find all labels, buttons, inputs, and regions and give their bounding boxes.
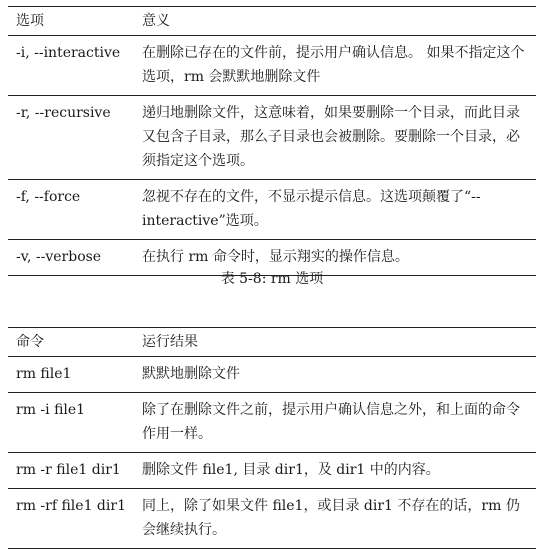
column-header-meaning: 意义 [142,13,170,29]
result-cell: 除了在删除文件之前，提示用户确认信息之外，和上面的命令作用一样。 [142,402,520,442]
column-header-option: 选项 [16,13,44,29]
table-row [8,489,536,549]
option-cell: -r, --recursive [16,105,111,121]
rm-options-table [8,6,536,276]
option-cell: -i, --interactive [16,45,121,61]
table-row [8,180,536,240]
table-row [8,96,536,180]
option-cell: -f, --force [16,189,81,205]
column-header-result: 运行结果 [142,334,198,350]
command-cell: rm file1 [16,366,72,382]
rm-examples-table [8,327,536,549]
option-cell: -v, --verbose [16,249,102,265]
table-header-row [8,7,536,36]
result-cell: 删除文件 file1, 目录 dir1，及 dir1 中的内容。 [142,462,440,478]
result-cell: 同上，除了如果文件 file1，或目录 dir1 不存在的话，rm 仍会继续执行。 [142,498,520,538]
table-row [8,453,536,489]
meaning-cell: 递归地删除文件，这意味着，如果要删除一个目录，而此目录又包含子目录，那么子目录也会被删除。要删除一个目录，必须指定这个选项。 [142,105,520,169]
table-caption: 表 5-8: rm 选项 [220,271,324,287]
command-cell: rm -rf file1 dir1 [16,498,126,514]
command-cell: rm -i file1 [16,402,86,418]
result-cell: 默默地删除文件 [142,366,240,382]
table-row [8,393,536,453]
meaning-cell: 在删除已存在的文件前，提示用户确认信息。 如果不指定这个选项，rm 会默默地删除文件 [142,45,525,85]
command-cell: rm -r file1 dir1 [16,462,121,478]
column-header-command: 命令 [16,334,44,350]
table-row [8,36,536,96]
meaning-cell: 忽视不存在的文件，不显示提示信息。这选项颠覆了“--interactive”选项。 [142,189,481,229]
meaning-cell: 在执行 rm 命令时，显示翔实的操作信息。 [142,249,409,265]
table-header-row [8,328,536,357]
table-row [8,357,536,393]
